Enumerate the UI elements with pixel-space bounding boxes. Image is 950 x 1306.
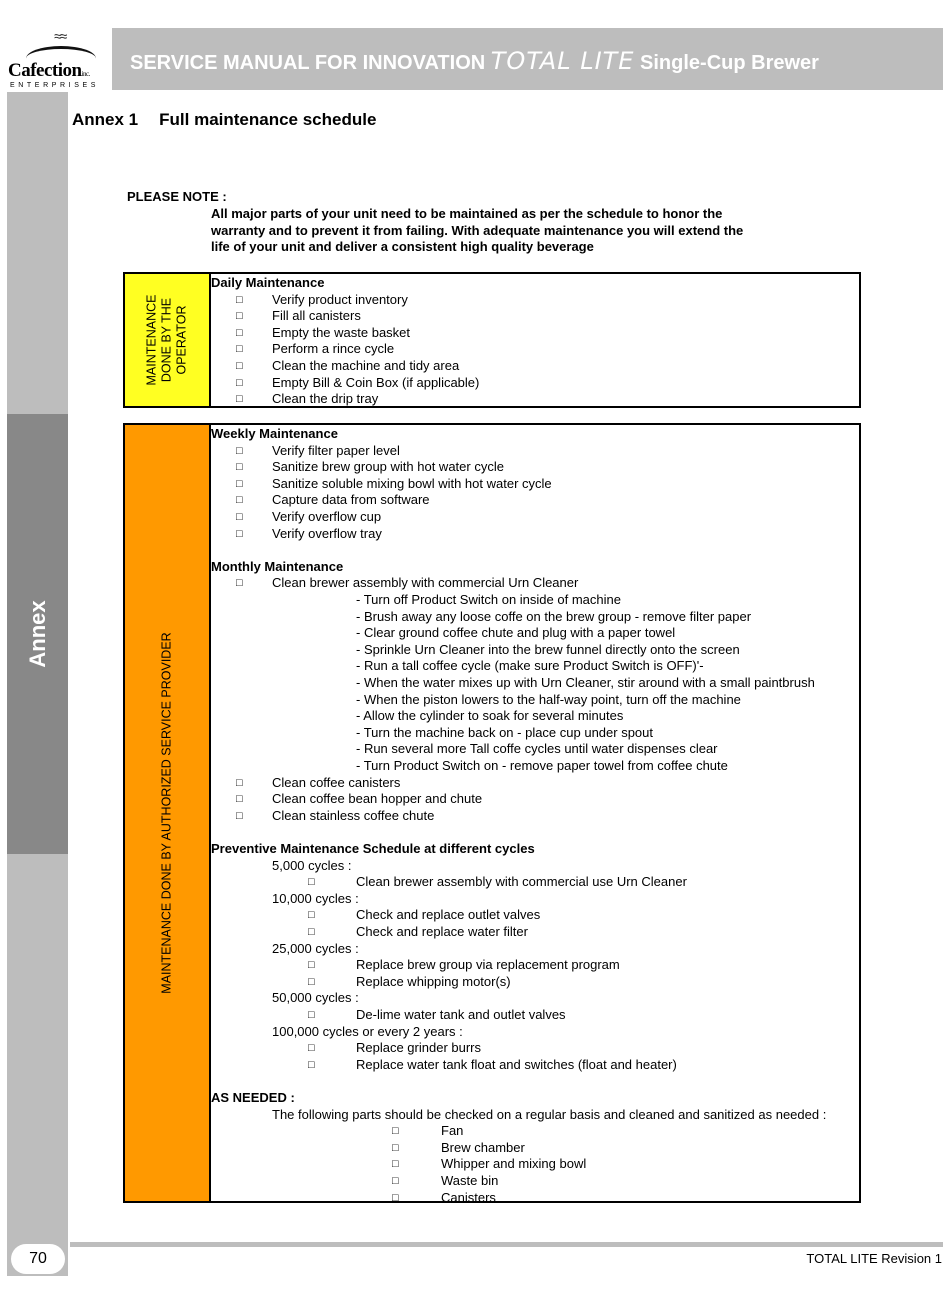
cycle-label: 25,000 cycles : [272, 940, 359, 956]
monthly-item: Clean brewer assembly with commercial Urn Cleaner [272, 575, 579, 591]
checkbox-icon: □ [308, 926, 315, 938]
checkbox-icon: □ [392, 1191, 399, 1204]
daily-item: Perform a rince cycle [272, 341, 395, 357]
checkbox-icon: □ [236, 444, 243, 457]
as-needed-item: Waste bin [441, 1173, 499, 1188]
cycle-item: Replace water tank float and switches (float and heater) [356, 1056, 677, 1072]
weekly-item: Capture data from software [272, 492, 430, 508]
checkbox-icon: □ [308, 1009, 315, 1021]
daily-item: Fill all canisters [272, 308, 361, 324]
operator-side-label [125, 274, 211, 406]
monthly-step: - Run several more Tall coffe cycles until water dispenses clear [356, 741, 718, 757]
cycle-item: Check and replace water filter [356, 924, 528, 939]
weekly-maintenance-title: Weekly Maintenance [211, 426, 338, 441]
cycle-item: Check and replace outlet valves [356, 907, 541, 923]
cycle-item: Replace whipping motor(s) [356, 973, 511, 989]
checkbox-icon: □ [392, 1175, 399, 1187]
side-label-line: OPERATOR [174, 305, 189, 375]
footer-divider [70, 1242, 943, 1247]
monthly-step: - Clear ground coffee chute and plug with a paper towel [356, 625, 676, 641]
as-needed-item: Brew chamber [441, 1139, 525, 1155]
cycle-label: 5,000 cycles : [272, 857, 352, 873]
checkbox-icon: □ [236, 343, 243, 356]
operator-maintenance-box [123, 272, 861, 408]
note-text [211, 206, 771, 256]
note-line: life of your unit and deliver a consistent high quality beverage [211, 239, 594, 254]
header-title-suffix: Single-Cup Brewer [634, 52, 819, 74]
cycle-item: Clean brewer assembly with commercial use Urn Cleaner [356, 874, 687, 890]
monthly-item: Clean coffee canisters [272, 774, 401, 790]
as-needed-item: Fan [441, 1123, 464, 1139]
monthly-step: - Run a tall coffee cycle (make sure Product Switch is OFF)'- [356, 658, 704, 674]
steam-icon: ≈≈ [54, 28, 66, 44]
monthly-step: - Brush away any loose coffe on the brew group - remove filter paper [356, 608, 752, 624]
daily-maintenance-title: Daily Maintenance [211, 275, 325, 290]
checkbox-icon: □ [236, 393, 243, 406]
monthly-step: - Sprinkle Urn Cleaner into the brew funnel directly onto the screen [356, 641, 740, 657]
provider-maintenance-box [123, 423, 861, 1203]
monthly-step: - When the piston lowers to the half-way point, turn off the machine [356, 691, 741, 707]
annex-title: Full maintenance schedule [159, 110, 377, 129]
daily-item: Verify product inventory [272, 291, 408, 307]
as-needed-text: The following parts should be checked on a regular basis and cleaned and sanitized as needed : [272, 1106, 827, 1122]
cycle-item: De-lime water tank and outlet valves [356, 1007, 566, 1022]
side-label-text: MAINTENANCE DONE BY AUTHORIZED SERVICE PROVIDER [159, 632, 174, 994]
checkbox-icon: □ [308, 1058, 315, 1071]
monthly-item: Clean stainless coffee chute [272, 807, 435, 823]
annex-number: Annex 1 [72, 110, 139, 129]
checkbox-icon: □ [308, 959, 315, 972]
as-needed-title: AS NEEDED : [211, 1090, 295, 1105]
checkbox-icon: □ [236, 577, 243, 590]
page-title [72, 110, 376, 130]
checkbox-icon: □ [236, 310, 243, 323]
checkbox-icon: □ [236, 793, 243, 806]
cafection-logo [4, 26, 112, 94]
as-needed-item: Canisters [441, 1189, 496, 1205]
page-header [112, 28, 943, 90]
monthly-step: - Turn off Product Switch on inside of machine [356, 592, 621, 607]
checkbox-icon: □ [236, 477, 243, 490]
checkbox-icon: □ [236, 461, 243, 474]
weekly-item: Sanitize soluble mixing bowl with hot water cycle [272, 475, 552, 491]
checkbox-icon: □ [308, 1042, 315, 1055]
monthly-step: - When the water mixes up with Urn Cleaner, stir around with a small paintbrush [356, 675, 815, 690]
checkbox-icon: □ [308, 909, 315, 922]
checkbox-icon: □ [392, 1125, 399, 1138]
monthly-item: Clean coffee bean hopper and chute [272, 791, 483, 807]
daily-item: Empty Bill & Coin Box (if applicable) [272, 374, 480, 390]
cycle-label: 10,000 cycles : [272, 890, 359, 906]
weekly-item: Verify overflow cup [272, 509, 382, 524]
sidebar-label: Annex [25, 600, 50, 668]
checkbox-icon: □ [236, 494, 243, 507]
cycle-item: Replace grinder burrs [356, 1040, 482, 1056]
checkbox-icon: □ [236, 527, 243, 540]
checkbox-icon: □ [236, 511, 243, 523]
note-line: All major parts of your unit need to be maintained as per the schedule to honor the [211, 206, 723, 221]
logo-subtitle: ENTERPRISES [10, 82, 99, 89]
logo-inc: inc. [81, 70, 90, 78]
checkbox-icon: □ [236, 326, 243, 339]
cycle-label: 50,000 cycles : [272, 990, 359, 1006]
daily-item: Empty the waste basket [272, 324, 411, 340]
sidebar-bottom [7, 854, 68, 1276]
checkbox-icon: □ [392, 1141, 399, 1154]
weekly-item: Verify filter paper level [272, 442, 400, 458]
logo-name: Cafection [8, 60, 82, 81]
cycle-label: 100,000 cycles or every 2 years : [272, 1023, 463, 1039]
note-line: warranty and to prevent it from failing. With adequate maintenance you will extend the [211, 222, 744, 238]
weekly-item: Sanitize brew group with hot water cycle [272, 459, 504, 475]
monthly-step: - Turn Product Switch on - remove paper towel from coffee chute [356, 758, 728, 773]
monthly-maintenance-title: Monthly Maintenance [211, 558, 344, 574]
side-label-line: MAINTENANCE [144, 294, 159, 386]
note-label: PLEASE NOTE : [127, 189, 227, 204]
footer-text: TOTAL LITE Revision 1 [806, 1251, 942, 1266]
checkbox-icon: □ [308, 876, 315, 889]
page-number: 70 [11, 1244, 65, 1274]
checkbox-icon: □ [236, 293, 243, 306]
sidebar-top [7, 92, 68, 414]
monthly-step: - Turn the machine back on - place cup under spout [356, 724, 654, 740]
checkbox-icon: □ [308, 975, 315, 988]
daily-item: Clean the machine and tidy area [272, 358, 460, 373]
cycle-item: Replace brew group via replacement program [356, 957, 620, 973]
as-needed-item: Whipper and mixing bowl [441, 1156, 587, 1172]
provider-side-label [125, 425, 211, 1201]
checkbox-icon: □ [392, 1158, 399, 1171]
checkbox-icon: □ [236, 776, 243, 789]
preventive-maintenance-title: Preventive Maintenance Schedule at different cycles [211, 841, 535, 856]
header-title-product: TOTAL LITE [490, 47, 635, 75]
header-title-prefix: SERVICE MANUAL FOR INNOVATION [130, 52, 491, 74]
weekly-item: Verify overflow tray [272, 525, 382, 541]
checkbox-icon: □ [236, 809, 243, 822]
side-label-line: DONE BY THE [159, 297, 174, 383]
checkbox-icon: □ [236, 360, 243, 372]
monthly-step: - Allow the cylinder to soak for several minutes [356, 708, 624, 724]
daily-item: Clean the drip tray [272, 391, 379, 407]
checkbox-icon: □ [236, 376, 243, 389]
